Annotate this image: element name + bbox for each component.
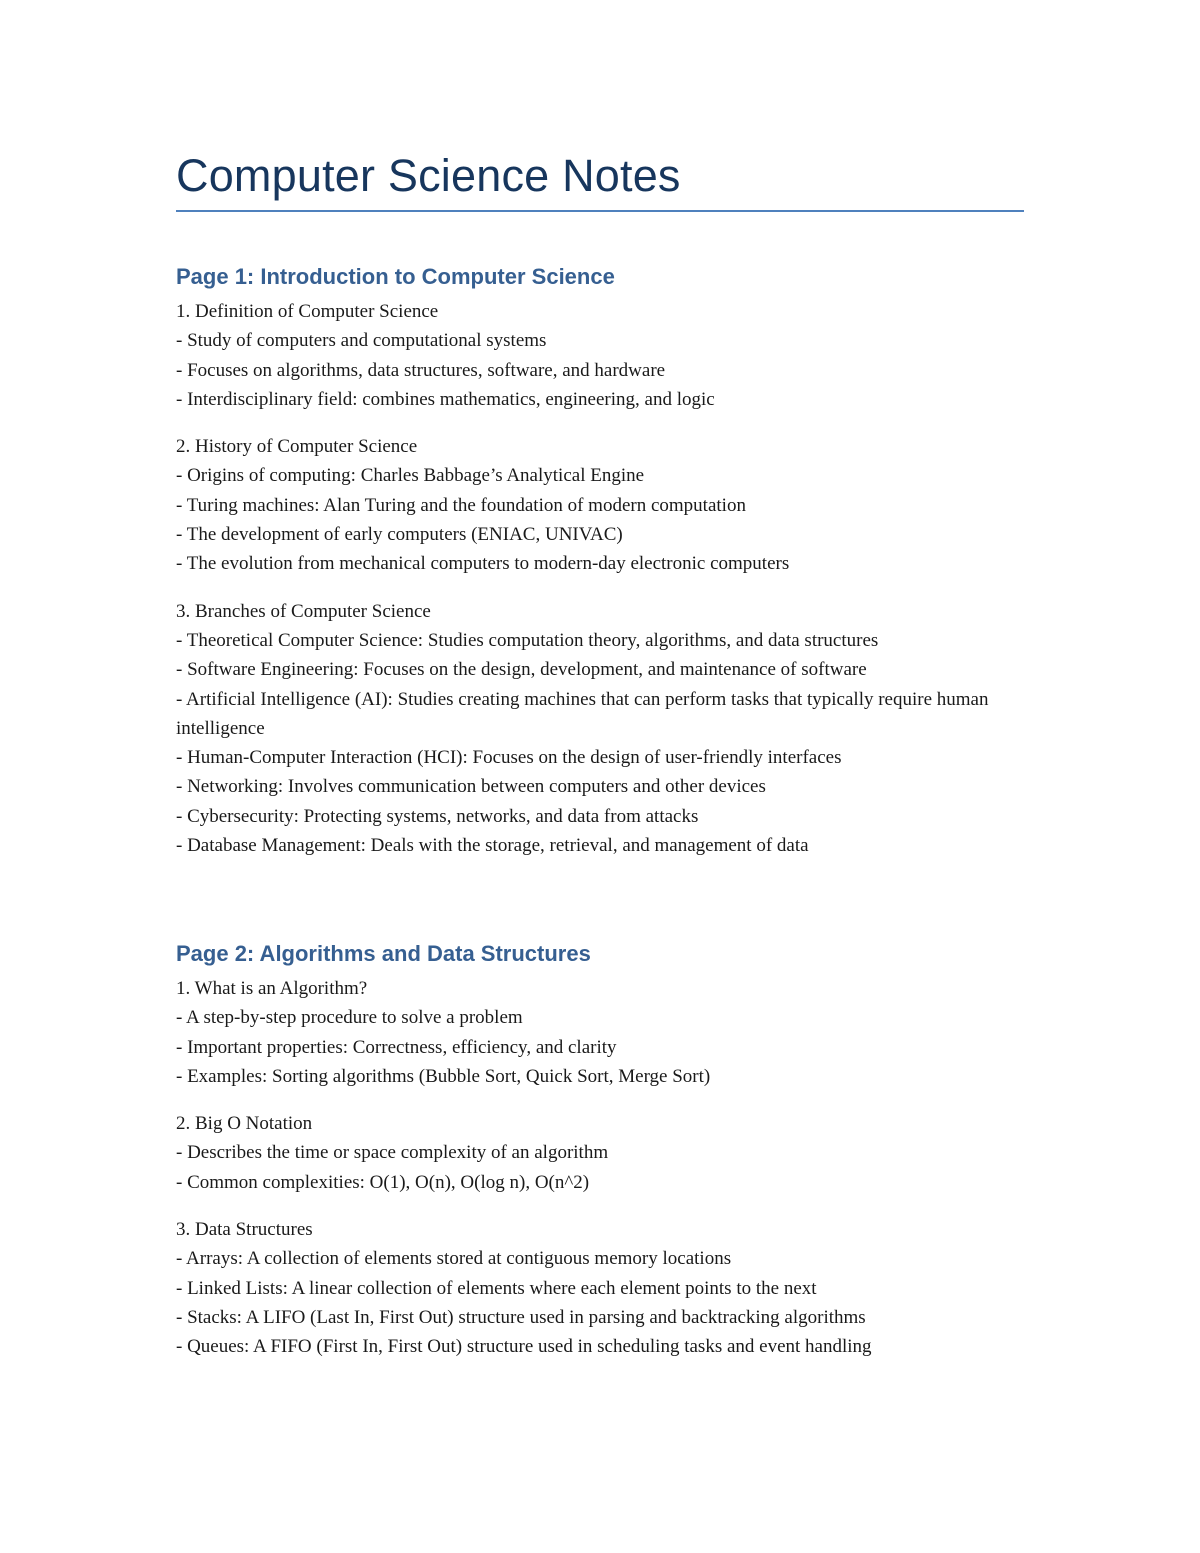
- group-title: 1. Definition of Computer Science: [176, 301, 439, 322]
- note-group-history: [176, 432, 1026, 578]
- note-line: - Important properties: Correctness, efficiency, and clarity: [176, 1036, 617, 1058]
- group-title: 2. History of Computer Science: [176, 436, 418, 458]
- note-group-definition: [176, 297, 1026, 414]
- note-group-big-o: [176, 1109, 1026, 1197]
- note-line: - A step-by-step procedure to solve a problem: [176, 1007, 523, 1029]
- section-heading: Page 1: Introduction to Computer Science: [176, 264, 615, 289]
- note-line: - Theoretical Computer Science: Studies computation theory, algorithms, and data structures: [176, 629, 879, 651]
- section-page-1: [176, 262, 1026, 860]
- note-line: - The evolution from mechanical computers to modern-day electronic computers: [176, 553, 790, 575]
- note-line: - Describes the time or space complexity of an algorithm: [176, 1142, 609, 1164]
- note-line: - Common complexities: O(1), O(n), O(log n), O(n^2): [176, 1171, 590, 1193]
- group-title: 3. Data Structures: [176, 1219, 313, 1241]
- note-line: - Interdisciplinary field: combines mathematics, engineering, and logic: [176, 388, 715, 410]
- section-page-2: [176, 939, 1026, 1362]
- note-group-branches: [176, 597, 1026, 861]
- note-line: - Human-Computer Interaction (HCI): Focuses on the design of user-friendly interfaces: [176, 747, 842, 769]
- document-title: Computer Science Notes: [176, 150, 681, 201]
- note-line: - Turing machines: Alan Turing and the foundation of modern computation: [176, 494, 746, 516]
- group-title: 2. Big O Notation: [176, 1113, 313, 1135]
- note-line: - Cybersecurity: Protecting systems, networks, and data from attacks: [176, 805, 699, 827]
- note-line: - Stacks: A LIFO (Last In, First Out) structure used in parsing and backtracking algorithms: [176, 1306, 866, 1328]
- note-line: - Database Management: Deals with the storage, retrieval, and management of data: [176, 835, 809, 857]
- note-line: - The development of early computers (ENIAC, UNIVAC): [176, 524, 623, 546]
- note-line: - Examples: Sorting algorithms (Bubble Sort, Quick Sort, Merge Sort): [176, 1065, 711, 1087]
- note-line: - Software Engineering: Focuses on the design, development, and maintenance of software: [176, 659, 867, 681]
- note-line: - Linked Lists: A linear collection of elements where each element points to the next: [176, 1277, 817, 1299]
- note-line: - Queues: A FIFO (First In, First Out) structure used in scheduling tasks and event handling: [176, 1336, 872, 1358]
- group-title: 1. What is an Algorithm?: [176, 978, 368, 999]
- title-underline: [176, 210, 1024, 212]
- note-line: - Networking: Involves communication between computers and other devices: [176, 776, 766, 798]
- note-line: - Origins of computing: Charles Babbage’s Analytical Engine: [176, 465, 645, 487]
- note-line: - Artificial Intelligence (AI): Studies creating machines that can perform tasks that typically require human intelligence: [176, 688, 989, 739]
- note-group-data-structures: [176, 1215, 1026, 1361]
- group-title: 3. Branches of Computer Science: [176, 600, 431, 622]
- section-heading: Page 2: Algorithms and Data Structures: [176, 941, 591, 966]
- note-line: - Arrays: A collection of elements stored at contiguous memory locations: [176, 1248, 732, 1270]
- note-line: - Study of computers and computational systems: [176, 330, 547, 352]
- note-line: - Focuses on algorithms, data structures, software, and hardware: [176, 359, 666, 381]
- note-group-algorithm: [176, 974, 1026, 1091]
